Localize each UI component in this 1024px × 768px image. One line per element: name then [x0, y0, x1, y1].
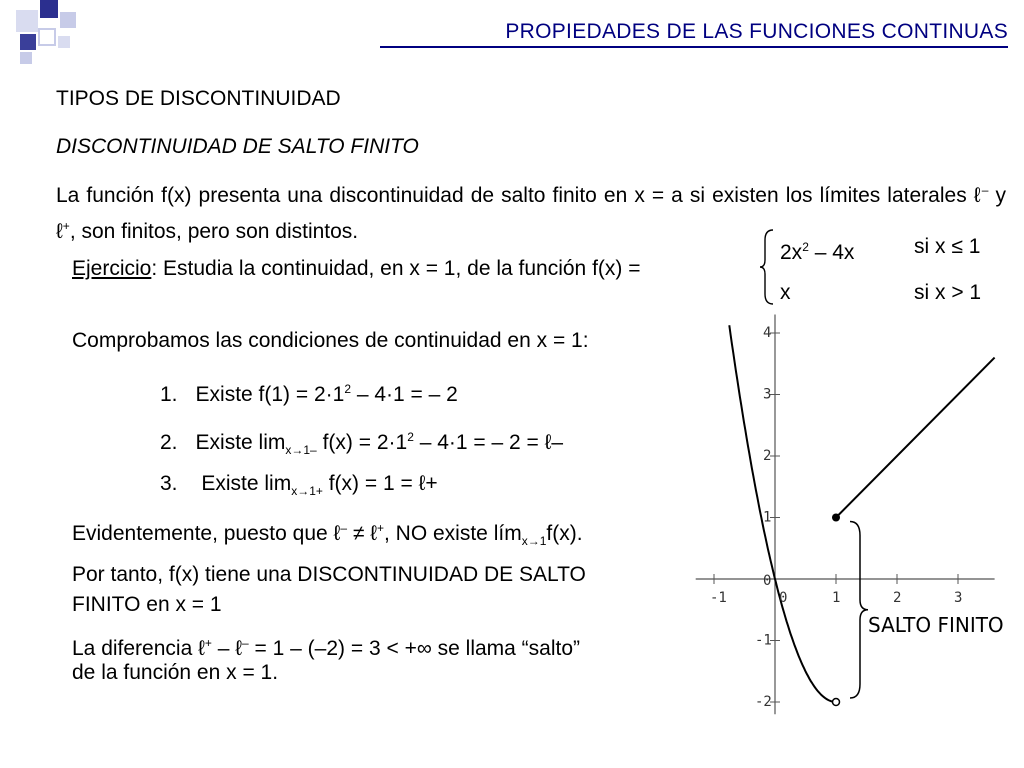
linear-branch [836, 358, 995, 518]
y-tick-label: -1 [755, 632, 772, 649]
y-tick-label: 3 [763, 386, 772, 403]
piece2-expression: x [780, 281, 791, 304]
x-tick-label: 2 [893, 590, 902, 606]
y-tick-label: -2 [755, 694, 772, 710]
parabola-branch [729, 325, 836, 702]
y-tick-label: 1 [763, 509, 772, 526]
decor-square [16, 10, 38, 32]
jump-brace-path [850, 522, 868, 699]
x-tick-label: 1 [832, 590, 841, 606]
piece1-expression: $2x^2 - 4x$ [780, 240, 855, 264]
therefore-line-2: FINITO en x = 1 [72, 593, 222, 616]
check-intro: Comprobamos las condiciones de continuidad en x = 1: [72, 329, 589, 352]
exercise-statement: Ejercicio: Estudia la continuidad, en x = 1, de la función f(x) = [72, 257, 641, 280]
exercise-label: Ejercicio [72, 257, 152, 280]
piecewise-brace [760, 228, 774, 306]
subsection-heading: DISCONTINUIDAD DE SALTO FINITO [56, 135, 419, 158]
x-tick-label: 0 [779, 590, 788, 606]
difference-line-1: La diferencia ℓ+ – ℓ– = 1 – (–2) = 3 < +∞ se llama “salto” [72, 636, 581, 660]
decor-square [20, 34, 36, 50]
check-item-1: 1. Existe $f(1) = 2\cdot 1^2 - 4\cdot 1$ = – 2 [160, 382, 458, 406]
title-underline [380, 46, 1008, 48]
decor-square [20, 52, 32, 64]
piece2-condition: si x > 1 [914, 281, 982, 304]
check-item-2: 2. Existe $\lim_{x\to 1-} f(x) = 2\cdot 1^2 - 4\cdot 1$ = – 2 = ℓ– [160, 430, 564, 458]
y-tick-label: 2 [763, 448, 772, 464]
function-graph [680, 310, 1024, 730]
jump-label: SALTO FINITO [868, 613, 1004, 637]
decor-square [40, 0, 58, 18]
evident-statement: Evidentemente, puesto que ℓ– ≠ ℓ+, NO existe lím$_{x\to 1}$f(x). [72, 521, 583, 549]
section-heading: TIPOS DE DISCONTINUIDAD [56, 87, 341, 110]
x-tick-label: -1 [710, 590, 727, 606]
y-tick-label: 4 [763, 325, 772, 341]
closed-endpoint [832, 514, 840, 522]
decor-square [60, 12, 76, 28]
definition-line2: límites laterales ℓ– y ℓ+, son finitos, pero son distintos. [56, 183, 1006, 243]
piece1-condition: si x ≤ 1 [914, 235, 981, 258]
difference-line-2: de la función en x = 1. [72, 661, 279, 684]
graph-axes [696, 315, 995, 715]
y-tick-label: 0 [763, 573, 772, 589]
definition-paragraph [56, 175, 1006, 247]
decor-square [38, 28, 56, 46]
check-item-3: 3. Existe $\lim_{x\to 1+} f(x) = 1$ = ℓ+ [160, 472, 438, 499]
page-title: PROPIEDADES DE LAS FUNCIONES CONTINUAS [505, 20, 1008, 43]
x-tick-label: 3 [954, 590, 963, 606]
definition-line1: La función f(x) presenta una discontinuidad de salto finito en x = a si existen los [56, 184, 813, 207]
therefore-line-1: Por tanto, f(x) tiene una DISCONTINUIDAD DE SALTO [72, 563, 586, 586]
decor-square [58, 36, 70, 48]
open-endpoint [833, 699, 840, 706]
jump-brace [850, 522, 868, 699]
